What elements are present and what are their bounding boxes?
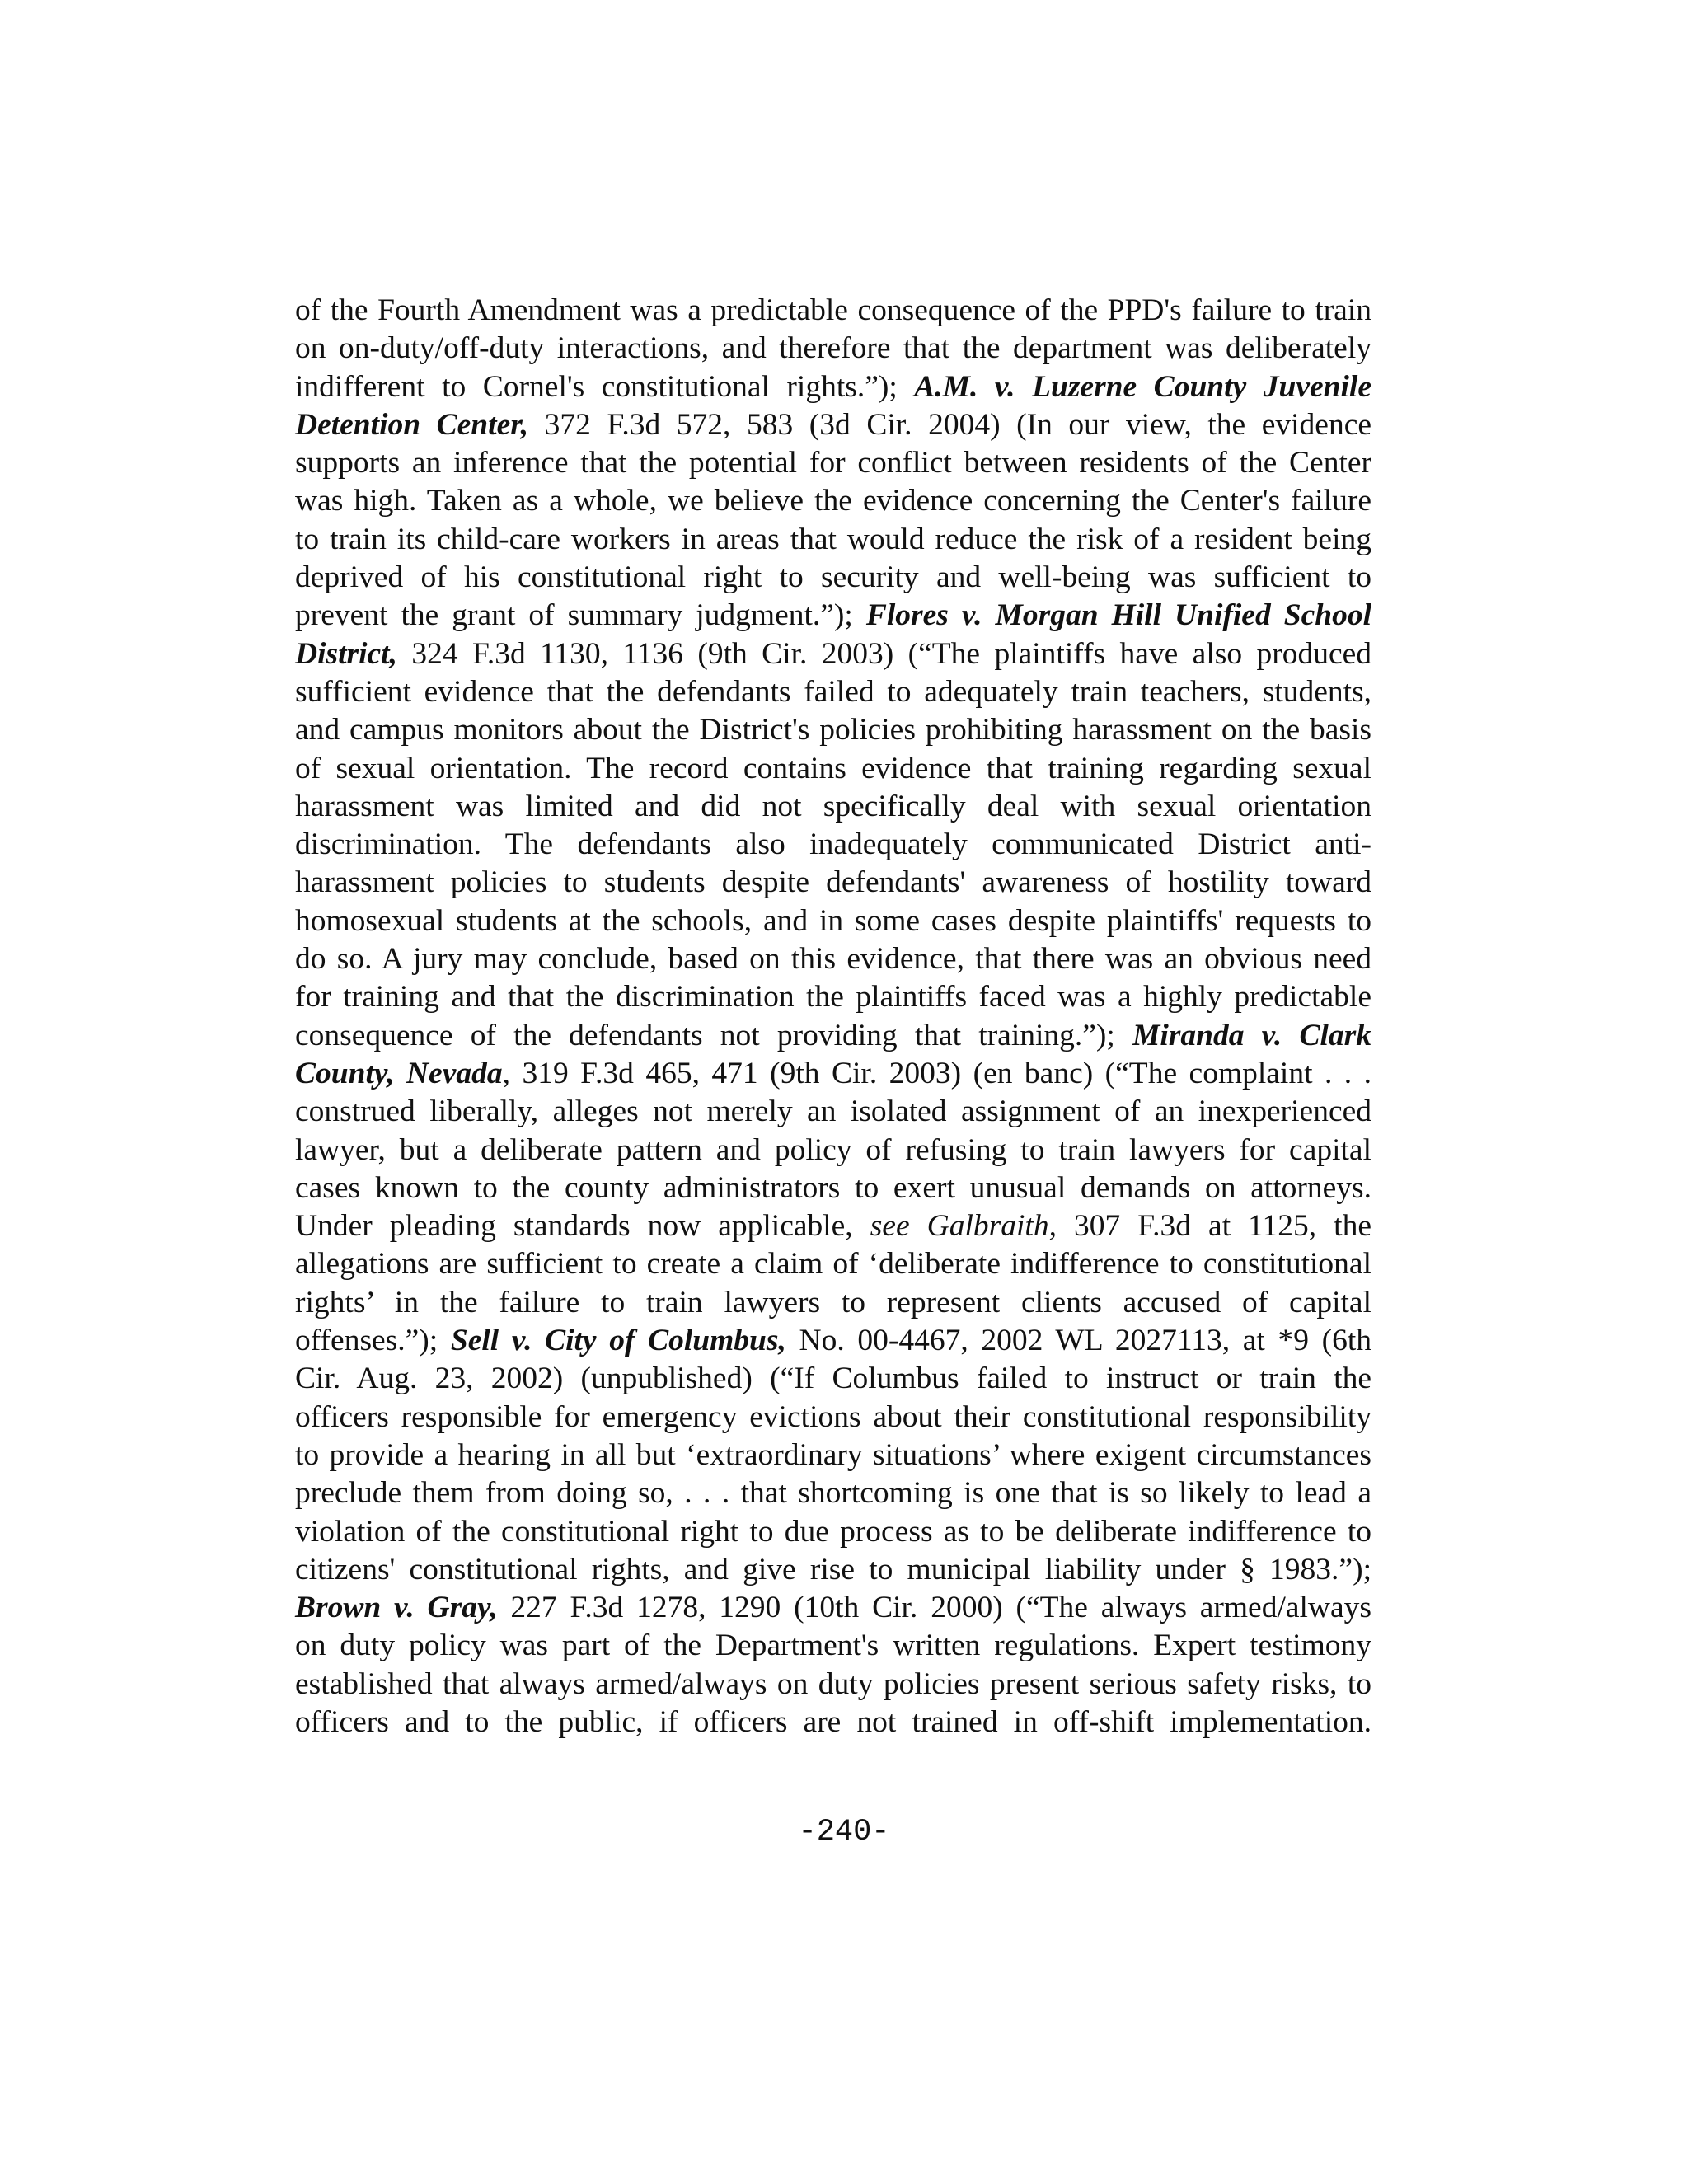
- text-line: [295, 597, 1372, 635]
- text-line: [295, 559, 1372, 597]
- text-run: citizens' constitutional rights, and give rise to municipal liability under § 1983.”);: [295, 1552, 1372, 1586]
- text-line: [295, 1245, 1372, 1283]
- case-citation: Flores v. Morgan Hill Unified School: [865, 598, 1372, 633]
- text-run: violation of the constitutional right to due process as to be deliberate indifference to: [295, 1514, 1372, 1549]
- text-line: [295, 1132, 1372, 1169]
- case-citation: Detention Center,: [295, 407, 529, 442]
- text-line: [295, 1627, 1372, 1665]
- text-run: discrimination. The defendants also inadequately communicated District anti-: [295, 827, 1372, 862]
- text-run: do so. A jury may conclude, based on this evidence, that there was an obvious need: [295, 942, 1372, 977]
- text-run: cases known to the county administrators to exert unusual demands on attorneys.: [295, 1170, 1372, 1205]
- case-citation: County, Nevada: [295, 1056, 503, 1090]
- text-run: offenses.”);: [295, 1324, 451, 1358]
- text-run: of sexual orientation. The record contains evidence that training regarding sexual: [295, 751, 1372, 785]
- text-run: 227 F.3d 1278, 1290 (10th Cir. 2000) (“The always armed/always: [497, 1591, 1372, 1625]
- case-citation: Sell v. City of Columbus,: [450, 1324, 786, 1358]
- text-run: prevent the grant of summary judgment.”);: [295, 598, 866, 633]
- text-line: [295, 1169, 1372, 1207]
- text-line: [295, 292, 1372, 330]
- case-citation: District,: [295, 636, 397, 671]
- text-line: [295, 1436, 1372, 1474]
- text-run: to provide a hearing in all but ‘extraordinary situations’ where exigent circumstances: [295, 1437, 1372, 1472]
- text-line: [295, 1017, 1372, 1055]
- text-line: [295, 1322, 1372, 1360]
- text-run: established that always armed/always on duty policies present serious safety risks, to: [295, 1666, 1372, 1701]
- text-run: No. 00-4467, 2002 WL 2027113, at *9 (6th: [785, 1324, 1372, 1358]
- text-line: [295, 1666, 1372, 1704]
- text-run: on on-duty/off-duty interactions, and therefore that the department was deliberately: [295, 331, 1372, 366]
- body-text: [295, 292, 1372, 1741]
- text-line: [295, 1474, 1372, 1512]
- text-run: homosexual students at the schools, and in some cases despite plaintiffs' requests to: [295, 903, 1372, 938]
- text-line: [295, 1589, 1372, 1627]
- italic-text: see Galbraith,: [870, 1209, 1057, 1244]
- text-line: [295, 902, 1372, 940]
- text-run: indifferent to Cornel's constitutional rights.”);: [295, 369, 915, 404]
- text-line: [295, 1055, 1372, 1093]
- text-run: harassment policies to students despite defendants' awareness of hostility toward: [295, 865, 1372, 900]
- text-line: [295, 1360, 1372, 1398]
- text-line: [295, 940, 1372, 978]
- text-run: for training and that the discrimination the plaintiffs faced was a highly predictable: [295, 980, 1372, 1015]
- text-run: to train its child-care workers in areas that would reduce the risk of a resident being: [295, 522, 1372, 556]
- text-run: was high. Taken as a whole, we believe the evidence concerning the Center's failure: [295, 484, 1372, 518]
- text-line: [295, 978, 1372, 1016]
- text-line: [295, 1399, 1372, 1436]
- text-line: [295, 711, 1372, 749]
- text-line: [295, 368, 1372, 406]
- text-run: consequence of the defendants not providing that training.”);: [295, 1018, 1133, 1052]
- text-line: [295, 788, 1372, 826]
- text-run: 324 F.3d 1130, 1136 (9th Cir. 2003) (“The plaintiffs have also produced: [396, 636, 1372, 671]
- text-run: officers and to the public, if officers are not trained in off-shift implementation.: [295, 1704, 1372, 1739]
- case-citation: Miranda v. Clark: [1132, 1018, 1372, 1052]
- text-line: [295, 826, 1372, 864]
- text-run: supports an inference that the potential for conflict between residents of the Center: [295, 446, 1372, 480]
- text-run: Cir. Aug. 23, 2002) (unpublished) (“If Columbus failed to instruct or train the: [295, 1361, 1372, 1396]
- text-line: [295, 521, 1372, 559]
- text-line: [295, 864, 1372, 902]
- text-line: [295, 1513, 1372, 1551]
- case-citation: A.M. v. Luzerne County Juvenile: [914, 369, 1372, 404]
- text-run: , 319 F.3d 465, 471 (9th Cir. 2003) (en banc) (“The complaint . . .: [502, 1056, 1372, 1090]
- text-run: officers responsible for emergency evictions about their constitutional responsibility: [295, 1399, 1372, 1434]
- text-run: of the Fourth Amendment was a predictable consequence of the PPD's failure to train: [295, 293, 1372, 327]
- case-citation: Brown v. Gray,: [295, 1591, 498, 1625]
- text-run: 372 F.3d 572, 583 (3d Cir. 2004) (In our view, the evidence: [528, 407, 1372, 442]
- text-line: [295, 406, 1372, 444]
- text-line: [295, 673, 1372, 711]
- text-line: [295, 1704, 1372, 1741]
- text-run: Under pleading standards now applicable,: [295, 1209, 870, 1244]
- text-line: [295, 482, 1372, 520]
- text-run: preclude them from doing so, . . . that shortcoming is one that is so likely to lead a: [295, 1476, 1372, 1511]
- text-run: sufficient evidence that the defendants failed to adequately train teachers, students,: [295, 674, 1372, 709]
- text-run: and campus monitors about the District's policies prohibiting harassment on the basis: [295, 713, 1372, 748]
- text-run: 307 F.3d at 1125, the: [1056, 1209, 1372, 1244]
- text-line: [295, 1207, 1372, 1245]
- text-line: [295, 330, 1372, 368]
- text-run: deprived of his constitutional right to security and well-being was sufficient to: [295, 560, 1372, 595]
- text-run: construed liberally, alleges not merely an isolated assignment of an inexperienced: [295, 1094, 1372, 1129]
- text-run: rights’ in the failure to train lawyers to represent clients accused of capital: [295, 1285, 1372, 1319]
- text-run: lawyer, but a deliberate pattern and policy of refusing to train lawyers for capital: [295, 1132, 1372, 1167]
- text-run: harassment was limited and did not specifically deal with sexual orientation: [295, 789, 1372, 823]
- text-run: allegations are sufficient to create a claim of ‘deliberate indifference to constitutional: [295, 1247, 1372, 1282]
- text-line: [295, 444, 1372, 482]
- text-line: [295, 1093, 1372, 1131]
- text-line: [295, 1551, 1372, 1589]
- text-line: [295, 1284, 1372, 1322]
- page-number: -240-: [798, 1815, 890, 1849]
- text-line: [295, 635, 1372, 673]
- text-run: on duty policy was part of the Department's written regulations. Expert testimony: [295, 1629, 1372, 1663]
- text-line: [295, 750, 1372, 788]
